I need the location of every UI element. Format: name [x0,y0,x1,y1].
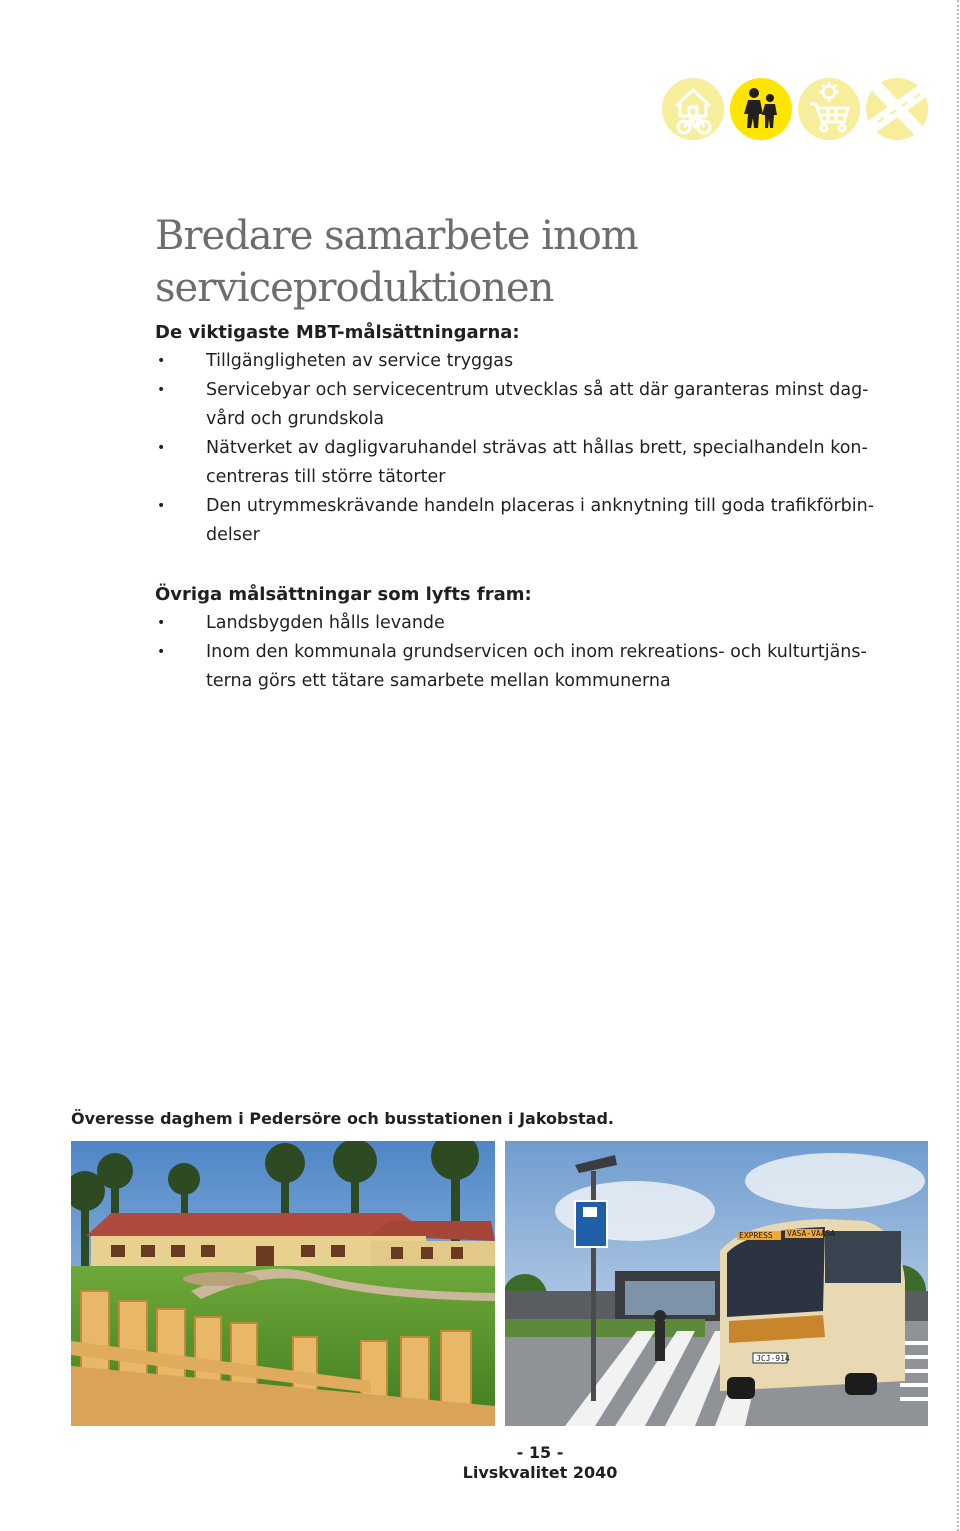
list-item-text-continued: vård och grundskola [206,409,385,429]
list-item [155,638,880,696]
house-bicycle-icon [662,78,724,140]
page-title-line-1: Bredare samarbete inom [155,213,638,259]
bullet-mark: • [157,440,166,456]
photo-caption: Överesse daghem i Pedersöre och busstationen i Jakobstad. [71,1109,614,1128]
list-item [155,347,880,376]
list-item-text: Servicebyar och servicecentrum utvecklas så att där garanteras minst dag- [206,380,869,400]
pedestrians-icon [730,78,792,140]
page-number: - 15 - [516,1443,564,1462]
bus-destination-sign: VASA-VAASA [787,1229,836,1238]
list-item-text: Den utrymmeskrävande handeln placeras i anknytning till goda trafikförbin- [206,496,875,516]
theme-icons [662,78,932,142]
list-item-text-continued: centreras till större tätorter [206,467,446,487]
list-item-text-continued: delser [206,525,260,545]
bullet-mark: • [157,644,166,660]
page-title [155,210,775,314]
page-edge-divider [957,0,959,1531]
shopping-cart-icon [798,78,860,140]
list-item-text: Inom den kommunala grundservicen och inom rekreations- och kulturtjäns- [206,642,867,662]
list-item-text: Nätverket av dagligvaruhandel strävas att hållas brett, specialhandeln kon- [206,438,868,458]
bus-license-plate: JCJ-914 [756,1354,790,1363]
list-item-text-continued: terna görs ett tätare samarbete mellan kommunerna [206,671,671,691]
bullet-mark: • [157,498,166,514]
list-item [155,376,880,434]
main-goals-heading: De viktigaste MBT-målsättningarna: [155,322,520,343]
page-title-line-2: serviceproduktionen [155,265,554,311]
list-item-text: Tillgängligheten av service tryggas [206,351,514,371]
bullet-mark: • [157,615,166,631]
other-goals-heading: Övriga målsättningar som lyfts fram: [155,584,532,605]
bus-station-photo [505,1141,928,1426]
bus-route-sign: EXPRESS [739,1231,773,1240]
list-item-text: Landsbygden hålls levande [206,613,445,633]
bullet-mark: • [157,382,166,398]
publication-title: Livskvalitet 2040 [462,1463,618,1482]
main-goals-list [155,347,880,550]
bullet-mark: • [157,353,166,369]
list-item [155,609,880,638]
list-item [155,492,880,550]
road-crossing-icon [866,78,928,140]
daycare-building-photo [71,1141,495,1426]
other-goals-list [155,609,880,696]
list-item [155,434,880,492]
